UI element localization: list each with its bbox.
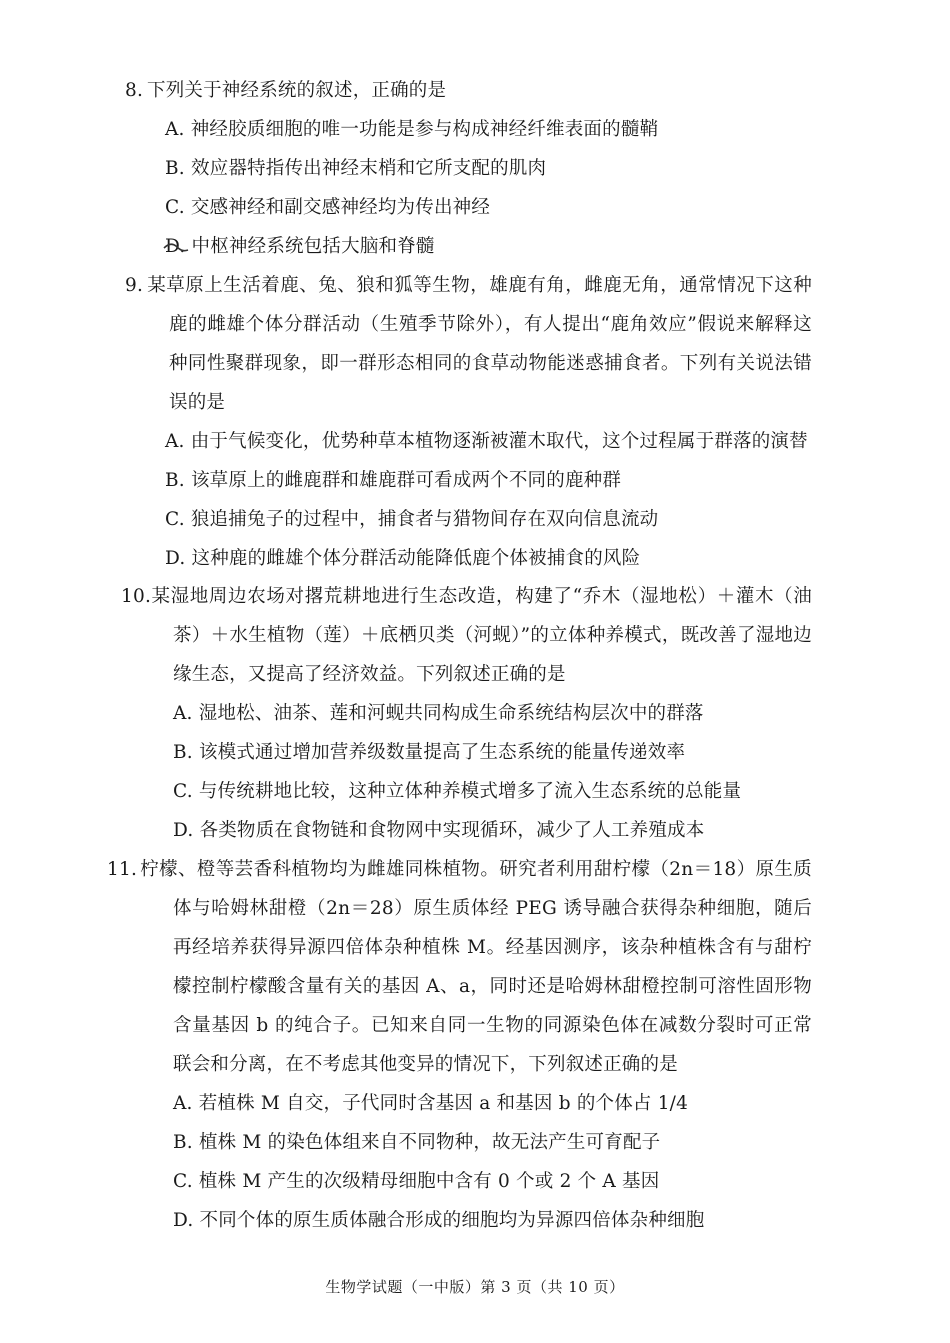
page-footer: 生物学试题（一中版）第 3 页（共 10 页） bbox=[325, 1278, 625, 1296]
option-a: A. 湿地松、油茶、莲和河蚬共同构成生命系统结构层次中的群落 bbox=[173, 703, 704, 724]
question-11 bbox=[107, 850, 812, 1240]
question-stem: 11. 柠檬、橙等芸香科植物均为雌雄同株植物。研究者利用甜柠檬（2n＝18）原生质体与哈姆林甜橙（2n＝28）原生质体经 PEG 诱导融合获得杂种细胞，随后再经培养获得异源四倍体杂种植株 M。经基因测序，该杂种植株含有与甜柠檬控制柠檬酸含量有关的基因 A、a，同时还是哈姆林甜橙控制可溶性固形物含量基因 b 的纯合子。已知来自同一生物的同源染色体在减数分裂时可正常联会和分离，在不考虑其他变异的情况下，下列叙述正确的是 bbox=[107, 859, 812, 1075]
question-stem: 9. 某草原上生活着鹿、兔、狼和狐等生物，雄鹿有角，雌鹿无角，通常情况下这种鹿的雌雄个体分群活动（生殖季节除外），有人提出“鹿角效应”假说来解释这种同性聚群现象，即一群形态相同的食草动物能迷惑捕食者。下列有关说法错误的是 bbox=[125, 275, 812, 413]
option-b: B. 效应器特指传出神经末梢和它所支配的肌肉 bbox=[165, 158, 547, 179]
pencil-mark-icon bbox=[162, 238, 192, 258]
option-c: C. 狼追捕兔子的过程中，捕食者与猎物间存在双向信息流动 bbox=[165, 509, 659, 530]
option-c: C. 与传统耕地比较，这种立体种养模式增多了流入生态系统的总能量 bbox=[173, 781, 742, 802]
option-c: C. 植株 M 产生的次级精母细胞中含有 0 个或 2 个 A 基因 bbox=[173, 1171, 660, 1192]
question-9 bbox=[125, 266, 812, 578]
question-number: 10. bbox=[121, 586, 152, 607]
option-d: D. 这种鹿的雌雄个体分群活动能降低鹿个体被捕食的风险 bbox=[165, 548, 641, 569]
question-8 bbox=[125, 71, 812, 266]
option-list bbox=[147, 110, 812, 266]
question-10 bbox=[121, 577, 812, 850]
option-b: B. 植株 M 的染色体组来自不同物种，故无法产生可育配子 bbox=[173, 1132, 661, 1153]
option-d: D. 不同个体的原生质体融合形成的细胞均为异源四倍体杂种细胞 bbox=[173, 1210, 705, 1231]
option-c: C. 交感神经和副交感神经均为传出神经 bbox=[165, 197, 491, 218]
option-list bbox=[147, 694, 812, 850]
option-a: A. 若植株 M 自交，子代同时含基因 a 和基因 b 的个体占 1/4 bbox=[173, 1093, 689, 1114]
question-text: 柠檬、橙等芸香科植物均为雌雄同株植物。研究者利用甜柠檬（2n＝18）原生质体与哈姆林甜橙（2n＝28）原生质体经 PEG 诱导融合获得杂种细胞，随后再经培养获得异源四倍体杂种植株 M。经基因测序，该杂种植株含有与甜柠檬控制柠檬酸含量有关的基因 A、a，同时还是哈姆林甜橙控制可溶性固形物含量基因 b 的纯合子。已知来自同一生物的同源染色体在减数分裂时可正常联会和分离，在不考虑其他变异的情况下，下列叙述正确的是 bbox=[140, 859, 812, 1075]
option-b: B. 该模式通过增加营养级数量提高了生态系统的能量传递效率 bbox=[173, 742, 686, 763]
option-a: A. 神经胶质细胞的唯一功能是参与构成神经纤维表面的髓鞘 bbox=[165, 119, 659, 140]
option-d: D. 各类物质在食物链和食物网中实现循环，减少了人工养殖成本 bbox=[173, 820, 705, 841]
option-b: B. 该草原上的雌鹿群和雄鹿群可看成两个不同的鹿种群 bbox=[165, 470, 622, 491]
option-d: D. 中枢神经系统包括大脑和脊髓 bbox=[165, 236, 435, 257]
question-text: 下列关于神经系统的叙述，正确的是 bbox=[147, 80, 447, 101]
question-stem bbox=[121, 577, 812, 694]
option-list bbox=[147, 422, 812, 578]
question-text: 某湿地周边农场对撂荒耕地进行生态改造，构建了“乔木（湿地松）＋灌木（油茶）＋水生植物（莲）＋底栖贝类（河蚬）”的立体种养模式，既改善了湿地边缘生态，又提高了经济效益。下列叙述正确的是 bbox=[151, 586, 812, 685]
option-list bbox=[140, 1084, 812, 1240]
question-text: 某草原上生活着鹿、兔、狼和狐等生物，雄鹿有角，雌鹿无角，通常情况下这种鹿的雌雄个体分群活动（生殖季节除外），有人提出“鹿角效应”假说来解释这种同性聚群现象，即一群形态相同的食草动物能迷惑捕食者。下列有关说法错误的是 bbox=[147, 275, 812, 413]
option-a: A. 由于气候变化，优势种草本植物逐渐被灌木取代，这个过程属于群落的演替 bbox=[165, 431, 808, 452]
question-stem: 8. 下列关于神经系统的叙述，正确的是 bbox=[125, 80, 447, 101]
